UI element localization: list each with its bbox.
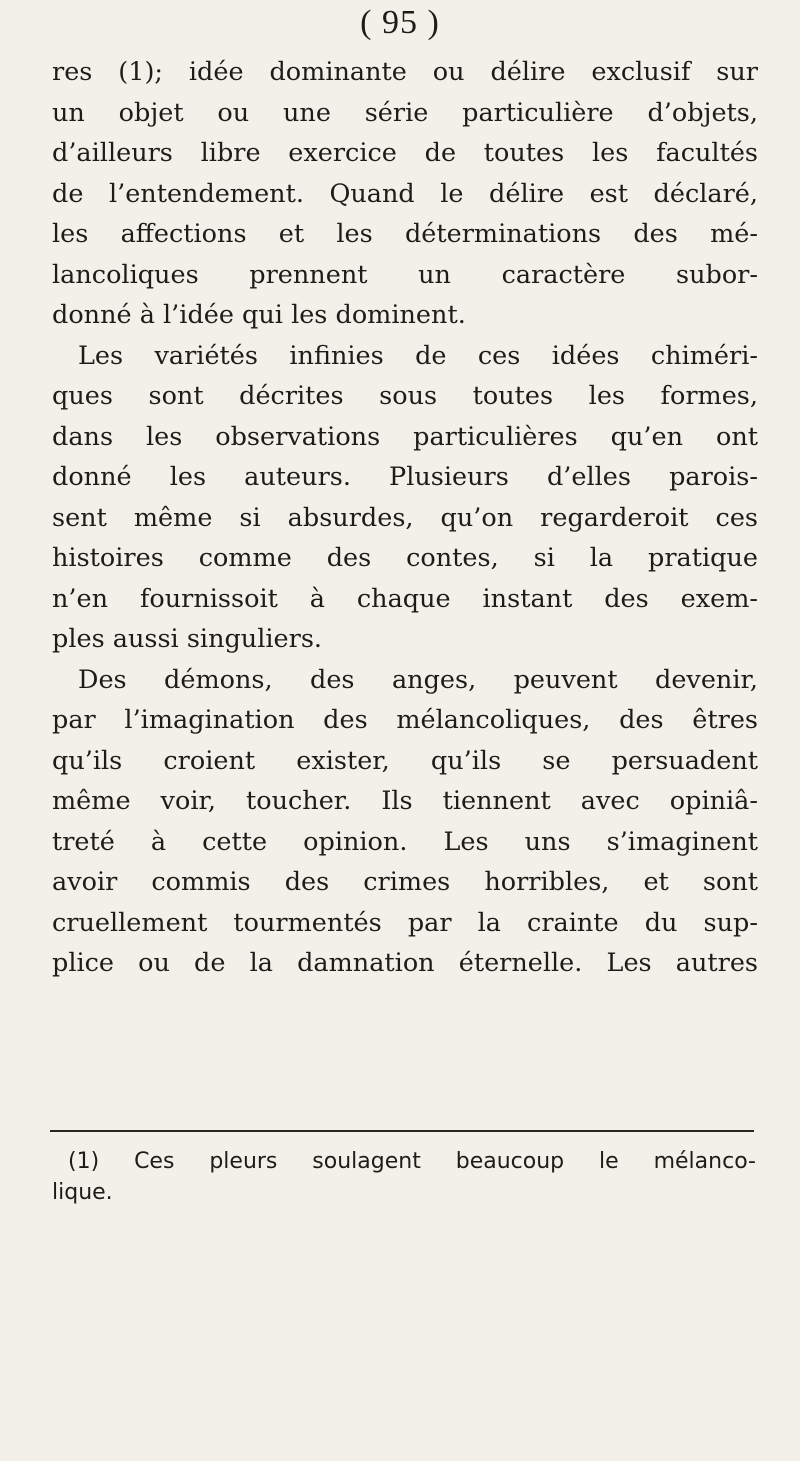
text-line: n’en fournissoit à chaque instant des exem- bbox=[52, 583, 758, 614]
text-line: plice ou de la damnation éternelle. Les autres bbox=[52, 948, 758, 978]
text-line: donné les auteurs. Plusieurs d’elles parois- bbox=[52, 462, 758, 492]
text-line: les affections et les déterminations des mé- bbox=[52, 219, 758, 249]
text-line: avoir commis des crimes horribles, et sont bbox=[52, 867, 758, 897]
footnote-divider bbox=[50, 1130, 754, 1132]
text-line: de l’entendement. Quand le délire est déclaré, bbox=[52, 178, 758, 209]
text-line: un objet ou une série particulière d’objets, bbox=[52, 97, 758, 128]
footnote bbox=[52, 1146, 756, 1208]
text-line: d’ailleurs libre exercice de toutes les facultés bbox=[52, 138, 758, 168]
text-line: dans les observations particulières qu’en ont bbox=[52, 421, 758, 452]
text-line: Des démons, des anges, peuvent devenir, bbox=[78, 664, 758, 695]
text-line: ples aussi singuliers. bbox=[52, 624, 323, 654]
text-line: donné à l’idée qui les dominent. bbox=[52, 300, 466, 330]
text-line: treté à cette opinion. Les uns s’imaginent bbox=[52, 826, 758, 857]
text-line: res (1); idée dominante ou délire exclusif sur bbox=[52, 57, 758, 87]
page-number: ( 95 ) bbox=[360, 4, 440, 41]
text-line: par l’imagination des mélancoliques, des êtres bbox=[52, 705, 758, 735]
footnote-line: lique. bbox=[52, 1180, 113, 1205]
body-text bbox=[52, 52, 758, 984]
footnote-line: (1) Ces pleurs soulagent beaucoup le mélanco- bbox=[68, 1149, 756, 1174]
text-line: qu’ils croient exister, qu’ils se persuadent bbox=[52, 745, 758, 776]
text-line: sent même si absurdes, qu’on regarderoit ces bbox=[52, 502, 758, 533]
text-line: Les variétés infinies de ces idées chiméri- bbox=[78, 340, 758, 371]
text-line: cruellement tourmentés par la crainte du sup- bbox=[52, 907, 758, 938]
text-line: histoires comme des contes, si la pratique bbox=[52, 543, 758, 573]
text-line: lancoliques prennent un caractère subor- bbox=[52, 259, 758, 290]
text-line: ques sont décrites sous toutes les formes, bbox=[52, 381, 758, 411]
text-line: même voir, toucher. Ils tiennent avec opiniâ- bbox=[52, 786, 758, 816]
